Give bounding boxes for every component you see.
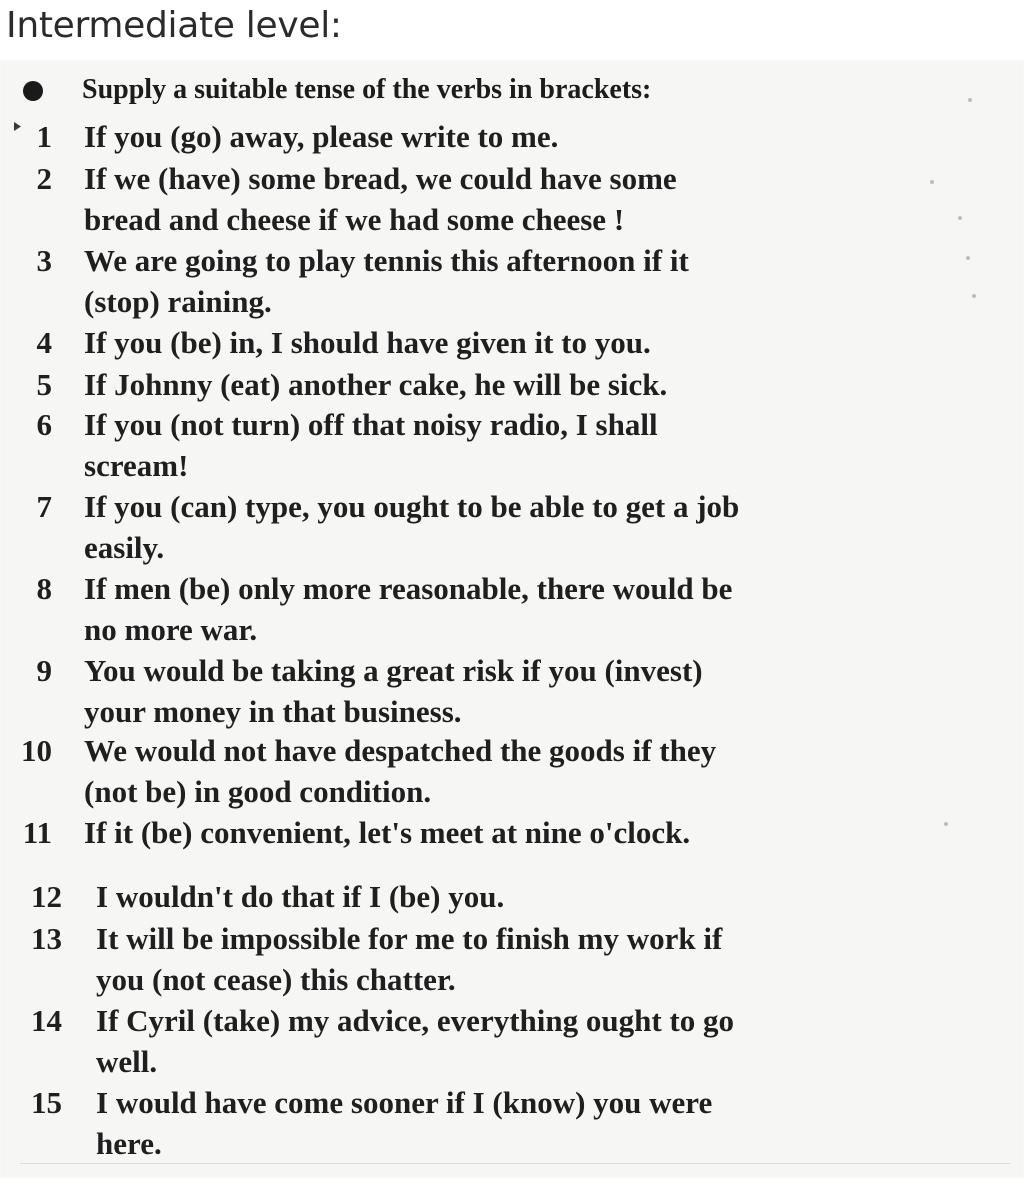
instruction-text: Supply a suitable tense of the verbs in brackets:	[82, 74, 652, 105]
item-number: 10	[21, 733, 52, 768]
exercise-instruction	[0, 72, 1024, 112]
item-number: 1	[36, 119, 52, 154]
item-number: 9	[36, 653, 52, 688]
exercise-item	[0, 876, 1010, 917]
item-text-line: If you (be) in, I should have given it to you.	[84, 325, 651, 360]
item-number: 14	[31, 1003, 62, 1038]
exercise-item	[0, 364, 1010, 405]
exercise-item	[0, 322, 1010, 363]
item-text-line: If Johnny (eat) another cake, he will be sick.	[84, 367, 668, 402]
item-number: 13	[31, 921, 62, 956]
exercise-item	[0, 918, 1010, 1000]
exercise-item	[0, 650, 1010, 732]
item-text-line: It will be impossible for me to finish my work if	[96, 921, 723, 956]
scan-speck	[966, 256, 970, 260]
scan-edge	[20, 1163, 1010, 1164]
item-text-line: If men (be) only more reasonable, there would be	[84, 571, 733, 606]
item-text-line: here.	[96, 1126, 162, 1161]
item-text-line: If you (go) away, please write to me.	[84, 119, 559, 154]
exercise-item	[0, 1082, 1010, 1164]
item-text-line: bread and cheese if we had some cheese !	[84, 202, 625, 237]
scan-speck	[972, 294, 976, 298]
item-number: 4	[36, 325, 52, 360]
exercise-item	[0, 486, 1010, 568]
item-text-line: I would have come sooner if I (know) you were	[96, 1085, 713, 1120]
exercise-item	[0, 404, 1010, 486]
scan-speck	[958, 216, 962, 220]
item-number: 8	[36, 571, 52, 606]
exercise-item	[0, 730, 1010, 812]
item-text-line: If we (have) some bread, we could have some	[84, 161, 677, 196]
item-text-line: If you (can) type, you ought to be able to get a job	[84, 489, 740, 524]
item-text-line: no more war.	[84, 612, 258, 647]
scan-speck	[968, 98, 972, 102]
item-text-line: I wouldn't do that if I (be) you.	[96, 879, 505, 914]
item-text-line: We are going to play tennis this afternoon if it	[84, 243, 689, 278]
item-number: 6	[36, 407, 52, 442]
exercise-item	[0, 568, 1010, 650]
item-text-line: If you (not turn) off that noisy radio, I shall	[84, 407, 658, 442]
exercise-item	[0, 240, 1010, 322]
item-text-line: scream!	[84, 448, 189, 483]
item-number: 5	[36, 367, 52, 402]
exercise-item	[0, 812, 1010, 853]
item-number: 11	[22, 815, 52, 850]
item-text-line: well.	[96, 1044, 158, 1079]
item-text-line: (not be) in good condition.	[84, 774, 432, 809]
item-text-line: You would be taking a great risk if you (invest)	[84, 653, 703, 688]
item-number: 15	[31, 1085, 62, 1120]
item-text-line: If Cyril (take) my advice, everything ought to go	[96, 1003, 734, 1038]
exercise-item	[0, 158, 1010, 240]
exercise-item	[0, 116, 1010, 157]
bullet-icon	[23, 81, 43, 101]
item-text-line: your money in that business.	[84, 694, 462, 729]
item-text-line: If it (be) convenient, let's meet at nine o'clock.	[84, 815, 691, 850]
item-number: 2	[36, 161, 52, 196]
exercise-item	[0, 1000, 1010, 1082]
item-number: 3	[36, 243, 52, 278]
item-text-line: you (not cease) this chatter.	[96, 962, 456, 997]
item-number: 7	[36, 489, 52, 524]
scan-speck	[944, 822, 948, 826]
page-title: Intermediate level:	[6, 5, 342, 46]
item-text-line: We would not have despatched the goods if they	[84, 733, 717, 768]
item-number: 12	[31, 879, 62, 914]
scan-speck	[930, 180, 934, 184]
item-text-line: easily.	[84, 530, 165, 565]
item-text-line: (stop) raining.	[84, 284, 272, 319]
